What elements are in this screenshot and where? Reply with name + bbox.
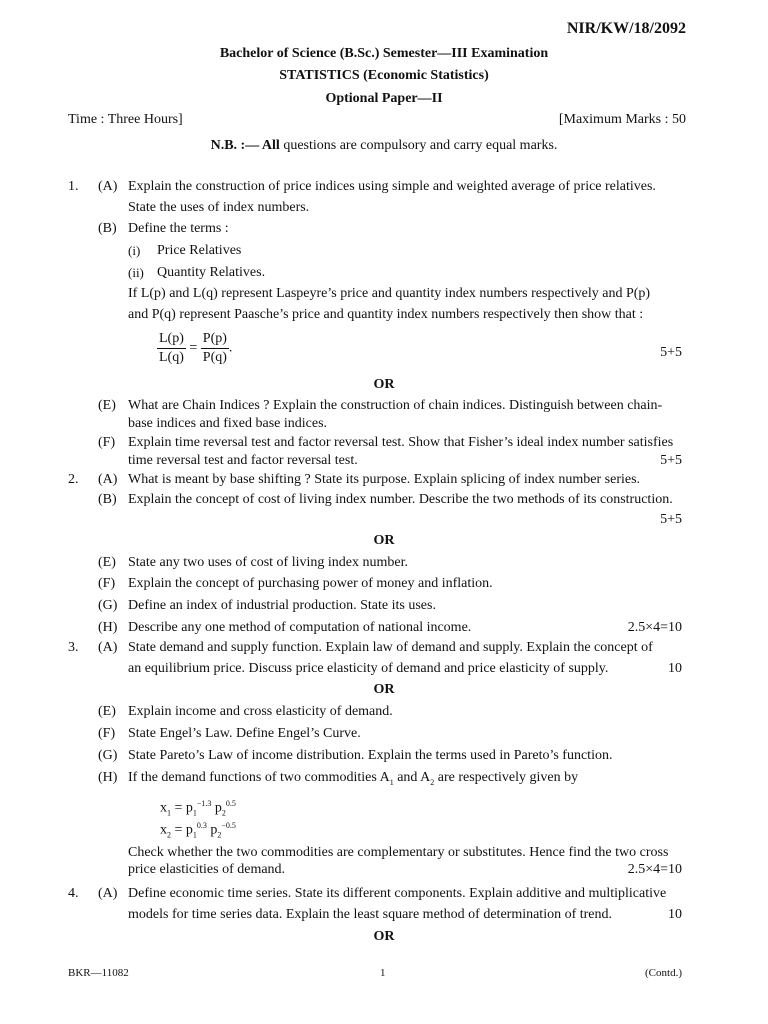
q2-b-label: (B) — [98, 492, 117, 507]
time-label: Time : Three Hours] — [68, 112, 183, 127]
subject-title: STATISTICS (Economic Statistics) — [279, 68, 489, 83]
q1-ef-marks: 5+5 — [660, 453, 682, 468]
demand-equation-2: $x_2 = p_1^{0.3}$ $p_2^{-0.5}$ — [160, 821, 236, 840]
q1-b-text-2: If L(p) and L(q) represent Laspeyre’s price and quantity index numbers respectively and P(p) — [128, 286, 651, 301]
nb-text: questions are compulsory and carry equal marks. — [279, 138, 558, 153]
contd-label: (Contd.) — [645, 967, 682, 979]
q3-a-text-2: an equilibrium price. Discuss price elasticity of demand and price elasticity of supply. — [128, 661, 609, 676]
q3-h-label: (H) — [98, 770, 118, 785]
q1-b-i-text: Price Relatives — [157, 243, 242, 258]
q1-a-label: (A) — [98, 179, 118, 194]
q2-e-text: State any two uses of cost of living index number. — [128, 555, 408, 570]
q2-efgh-marks: 2.5×4=10 — [627, 620, 682, 635]
demand-equation-1: $x_1 = p_1^{-1.3}$ $p_2^{0.5}$ — [160, 799, 236, 818]
q1-b-label: (B) — [98, 221, 117, 236]
q2-number: 2. — [68, 472, 79, 487]
q3-e-label: (E) — [98, 704, 116, 719]
q3-g-label: (G) — [98, 748, 118, 763]
q1-e-text: What are Chain Indices ? Explain the construction of chain indices. Distinguish between chain- — [128, 398, 663, 413]
q1-e-label: (E) — [98, 398, 116, 413]
q1-b-ii-label: (ii) — [128, 265, 144, 280]
max-marks: [Maximum Marks : 50 — [558, 112, 686, 127]
q3-h-text: If the demand functions of two commodities $A_1$ and $A_2$ are respectively given by — [128, 770, 579, 787]
q1-e-text-2: base indices and fixed base indices. — [128, 416, 328, 431]
q4-a-text: Define economic time series. State its different components. Explain additive and multiplicative — [128, 886, 667, 901]
q1-f-text: Explain time reversal test and factor reversal test. Show that Fisher’s ideal index number satisfies — [128, 435, 674, 450]
q3-e-text: Explain income and cross elasticity of demand. — [128, 704, 393, 719]
q2-e-label: (E) — [98, 555, 116, 570]
q4-a-label: (A) — [98, 886, 118, 901]
q3-efgh-marks: 2.5×4=10 — [627, 862, 682, 877]
paper-code: NIR/KW/18/2092 — [566, 20, 686, 37]
q4-number: 4. — [68, 886, 79, 901]
q1-b-i-label: (i) — [128, 243, 141, 258]
q4-a-marks: 10 — [668, 907, 682, 922]
q2-b-text: Explain the concept of cost of living index number. Describe the two methods of its construction. — [128, 492, 673, 507]
q1-f-label: (F) — [98, 435, 116, 450]
q1-formula: $\frac{L(p)}{L(q)}$ = $\frac{P(p)}{P(q)}$ . — [159, 331, 233, 365]
fraction-lp-lq: $\frac{L(p)}{L(q)}$ — [159, 331, 184, 365]
instructions — [0, 138, 768, 154]
q1-ab-marks: 5+5 — [660, 345, 682, 360]
q2-a-label: (A) — [98, 472, 118, 487]
q2-a-text: What is meant by base shifting ? State its purpose. Explain splicing of index number series. — [128, 472, 641, 487]
nb-label: N.B. :— All — [210, 138, 280, 153]
q3-g-text: State Pareto’s Law of income distribution. Explain the terms used in Pareto’s function. — [128, 748, 613, 763]
q2-f-label: (F) — [98, 576, 116, 591]
page-number: 1 — [380, 967, 386, 979]
q2-or: OR — [373, 533, 395, 548]
q1-f-text-2: time reversal test and factor reversal test. — [128, 453, 358, 468]
q4-a-text-2: models for time series data. Explain the least square method of determination of trend. — [128, 907, 613, 922]
q3-f-text: State Engel’s Law. Define Engel’s Curve. — [128, 726, 361, 741]
q2-h-text: Describe any one method of computation of national income. — [128, 620, 472, 635]
q1-b-text: Define the terms : — [128, 221, 229, 236]
q1-or: OR — [373, 377, 395, 392]
q2-g-label: (G) — [98, 598, 118, 613]
fraction-pp-pq: $\frac{P(p)}{P(q)}$ — [202, 331, 227, 365]
q1-number: 1. — [68, 179, 79, 194]
footer-code: BKR—11082 — [68, 967, 129, 979]
q3-a-label: (A) — [98, 640, 118, 655]
q1-b-ii-text: Quantity Relatives. — [157, 265, 266, 280]
q3-h-text-2: Check whether the two commodities are complementary or substitutes. Hence find the two cross — [128, 845, 669, 860]
q3-or: OR — [373, 682, 395, 697]
q2-g-text: Define an index of industrial production. State its uses. — [128, 598, 436, 613]
exam-title: Bachelor of Science (B.Sc.) Semester—III Examination — [219, 46, 549, 61]
q2-f-text: Explain the concept of purchasing power of money and inflation. — [128, 576, 493, 591]
paper-title: Optional Paper—II — [325, 91, 443, 106]
q4-or: OR — [373, 929, 395, 944]
q3-number: 3. — [68, 640, 79, 655]
q2-h-label: (H) — [98, 620, 118, 635]
q3-h-text-3: price elasticities of demand. — [128, 862, 286, 877]
q2-ab-marks: 5+5 — [660, 512, 682, 527]
q3-a-text: State demand and supply function. Explain law of demand and supply. Explain the concept of — [128, 640, 653, 655]
equals-sign: = — [189, 340, 198, 356]
q3-f-label: (F) — [98, 726, 116, 741]
q1-a-text-2: State the uses of index numbers. — [128, 200, 310, 215]
q3-a-marks: 10 — [668, 661, 682, 676]
q1-a-text: Explain the construction of price indices using simple and weighted average of price relatives. — [128, 179, 656, 194]
q1-b-text-3: and P(q) represent Paasche’s price and quantity index numbers respectively then show that : — [128, 307, 644, 322]
